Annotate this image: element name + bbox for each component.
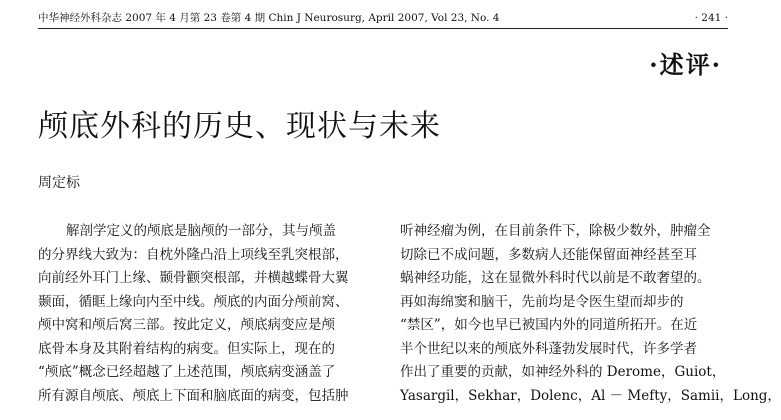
- section-label: ·述评·: [649, 50, 722, 79]
- body-line: 切除已不成问题，多数病人还能保留面神经甚至耳: [400, 246, 697, 263]
- author-name: 周定标: [38, 175, 80, 191]
- body-line: “禁区”，如今也早已被国内外的同道所拓开。在近: [400, 317, 698, 333]
- body-line: 解剖学定义的颅底是脑颅的一部分，其与颅盖: [66, 223, 336, 239]
- body-line: 颅中窝和颅后窝三部。按此定义，颅底病变应是颅: [38, 317, 335, 333]
- body-line: 听神经瘤为例，在目前条件下，除极少数外，肿瘤全: [400, 223, 711, 239]
- body-line: 的分界线大致为：自枕外隆凸沿上项线至乳突根部，: [38, 246, 349, 263]
- article-title: 颅底外科的历史、现状与未来: [38, 109, 441, 144]
- journal-citation: 中华神经外科杂志 2007 年 4 月第 23 卷第 4 期 Chin J Neurosurg, April 2007, Vol 23, No. 4: [38, 12, 500, 24]
- body-line: “颅底”概念已经超越了上述范围，颅底病变涵盖了: [38, 364, 336, 380]
- body-line: 作出了重要的贡献，如神经外科的 Derome，Guiot，: [400, 364, 726, 380]
- body-line: 颞面，循眶上缘向内至中线。颅底的内面分颅前窝、: [38, 293, 349, 310]
- body-line: 蜗神经功能，这在显微外科时代以前是不敢奢望的。: [400, 270, 711, 286]
- body-column-left: [38, 220, 370, 408]
- body-line: 再如海绵窦和脑干，先前均是令医生望而却步的: [400, 293, 684, 310]
- body-line: 向前经外耳门上缘、颞骨颧突根部，并横越蝶骨大翼: [38, 270, 349, 286]
- body-column-right: [400, 220, 781, 408]
- body-line: 底骨本身及其附着结构的病变。但实际上，现在的: [38, 340, 335, 357]
- body-line: 半个世纪以来的颅底外科蓬勃发展时代，许多学者: [400, 340, 697, 357]
- body-line: Yasargil，Sekhar，Dolenc，Al － Mefty，Samii，Long，: [400, 387, 781, 404]
- body-line: 所有源自颅底、颅底上下面和脑底面的病变，包括肿: [38, 387, 349, 404]
- header-rule: [38, 28, 728, 29]
- page-number: · 241 ·: [694, 12, 728, 24]
- running-header: [38, 10, 728, 26]
